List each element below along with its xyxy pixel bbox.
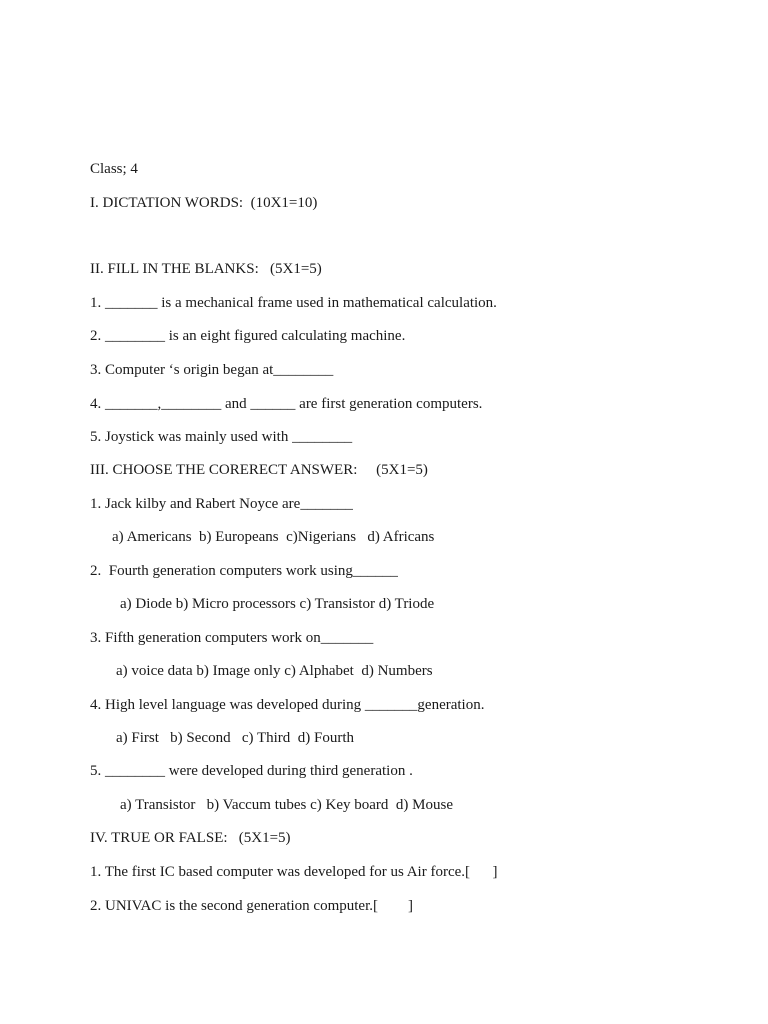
fill-blank-question: 3. Computer ‘s origin began at________ (90, 362, 334, 378)
mcq-question: 5. ________ were developed during third generation . (90, 763, 413, 779)
section-heading-dictation: I. DICTATION WORDS: (10X1=10) (90, 195, 318, 211)
mcq-question: 3. Fifth generation computers work on_______ (90, 630, 374, 646)
fill-blank-question: 2. ________ is an eight figured calculating machine. (90, 328, 406, 344)
section-heading-fill-blanks: II. FILL IN THE BLANKS: (5X1=5) (90, 261, 322, 277)
class-label: Class; 4 (90, 161, 138, 177)
true-false-question: 1. The first IC based computer was developed for us Air force.[ ] (90, 864, 498, 880)
mcq-options: a) voice data b) Image only c) Alphabet d) Numbers (116, 663, 433, 679)
mcq-options: a) Diode b) Micro processors c) Transistor d) Triode (120, 596, 435, 612)
mcq-options: a) Americans b) Europeans c)Nigerians d) Africans (112, 529, 435, 545)
fill-blank-question: 4. _______,________ and ______ are first generation computers. (90, 396, 483, 412)
fill-blank-question: 5. Joystick was mainly used with ________ (90, 429, 353, 445)
mcq-question: 4. High level language was developed during _______generation. (90, 697, 485, 713)
mcq-options: a) Transistor b) Vaccum tubes c) Key board d) Mouse (120, 797, 453, 813)
section-heading-choose-answer: III. CHOOSE THE CORERECT ANSWER: (5X1=5) (90, 462, 428, 478)
true-false-question: 2. UNIVAC is the second generation computer.[ ] (90, 898, 413, 914)
mcq-question: 1. Jack kilby and Rabert Noyce are_______ (90, 496, 353, 512)
section-heading-true-false: IV. TRUE OR FALSE: (5X1=5) (90, 830, 291, 846)
mcq-options: a) First b) Second c) Third d) Fourth (116, 730, 355, 746)
fill-blank-question: 1. _______ is a mechanical frame used in mathematical calculation. (90, 295, 497, 311)
mcq-question: 2. Fourth generation computers work using______ (90, 563, 398, 579)
